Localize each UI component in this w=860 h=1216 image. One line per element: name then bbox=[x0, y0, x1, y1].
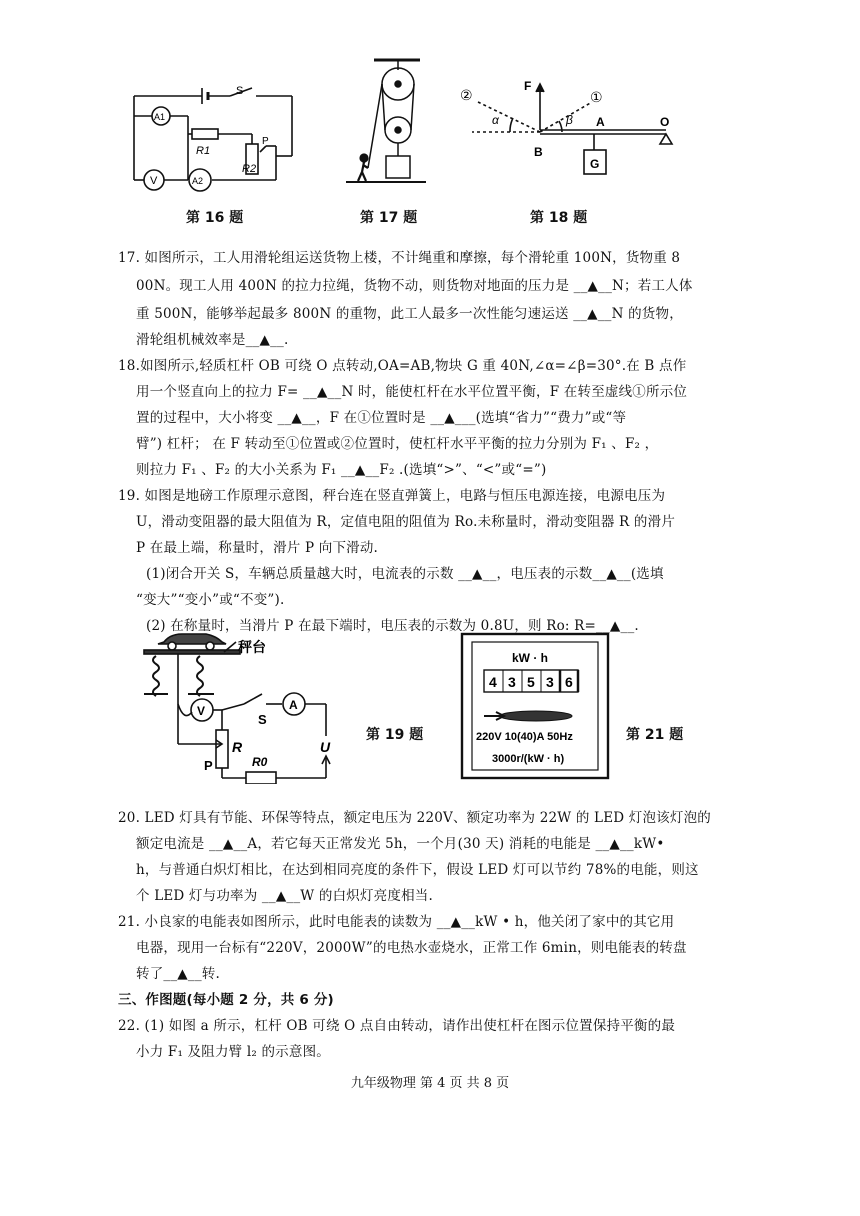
q18-line-3: 置的过程中，大小将变 __▲__，F 在①位置时是 __▲___(选填“省力”“费力”或“等 bbox=[136, 410, 627, 426]
p-label: P bbox=[204, 758, 213, 773]
meter-digit-5: 6 bbox=[565, 674, 573, 690]
q21-line-1: 21. 小良家的电能表如图所示，此时电能表的读数为 __▲__kW • h，他关闭了家中的其它用 bbox=[118, 914, 675, 930]
q19-line-1: 19. 如图是地磅工作原理示意图，秤台连在竖直弹簧上，电路与恒压电源连接，电源电压为 bbox=[118, 488, 666, 504]
meter-spec-rating: 220V 10(40)A 50Hz bbox=[476, 731, 573, 743]
scale-label: 秤台 bbox=[238, 639, 266, 655]
q20-line-1: 20. LED 灯具有节能、环保等特点，额定电压为 220V、额定功率为 22W 的 LED 灯泡该灯泡的 bbox=[118, 810, 711, 826]
figure-21-caption: 第 21 题 bbox=[626, 727, 684, 743]
figure-16-caption: 第 16 题 bbox=[186, 210, 244, 226]
meter-digit-2: 3 bbox=[508, 674, 516, 690]
r0-label: R0 bbox=[252, 755, 268, 769]
meter-digit-3: 5 bbox=[527, 674, 535, 690]
a1-label: A1 bbox=[154, 112, 166, 122]
q18-line-2: 用一个竖直向上的拉力 F= __▲__N 时，能使杠杆在水平位置平衡，F 在转至虚线①所示位 bbox=[136, 384, 688, 400]
q17-line-2: 00N。现工人用 400N 的拉力拉绳，货物不动，则货物对地面的压力是 __▲__N；若工人体 bbox=[136, 278, 693, 294]
r1-label: R1 bbox=[196, 145, 211, 157]
pos2-label: ② bbox=[460, 87, 473, 103]
beta-label: β bbox=[566, 113, 573, 127]
alpha-label: α bbox=[492, 113, 499, 127]
s-label: S bbox=[236, 85, 244, 97]
v-label: V bbox=[150, 175, 158, 187]
r2-label: R2 bbox=[242, 163, 257, 175]
figure-18-lever bbox=[458, 78, 688, 190]
figure-19-weighbridge bbox=[126, 632, 346, 784]
q17-line-1: 17. 如图所示，工人用滑轮组运送货物上楼，不计绳重和摩擦，每个滑轮重 100N，货物重 8 bbox=[118, 250, 681, 266]
q19-line-2: U，滑动变阻器的最大阻值为 R，定值电阻的阻值为 Ro.未称量时，滑动变阻器 R 的滑片 bbox=[136, 514, 676, 530]
q19-line-3: P 在最上端，称量时，滑片 P 向下滑动. bbox=[136, 540, 379, 556]
q20-line-3: h，与普通白炽灯相比，在达到相同亮度的条件下，假设 LED 灯可以节约 78%的电能，则这 bbox=[136, 862, 699, 878]
q17-line-3: 重 500N，能够举起最多 800N 的重物，此工人最多一次性能匀速运送 __▲__N 的货物， bbox=[136, 306, 683, 322]
p-label: P bbox=[262, 136, 269, 147]
page-footer: 九年级物理 第 4 页 共 8 页 bbox=[350, 1076, 510, 1091]
o-label: O bbox=[660, 115, 670, 129]
u-label: U bbox=[320, 739, 331, 755]
q21-line-3: 转了__▲__转. bbox=[136, 966, 220, 982]
q22-line-1: 22. (1) 如图 a 所示，杠杆 OB 可绕 O 点自由转动，请作出使杠杆在图示位置保持平衡的最 bbox=[118, 1018, 676, 1034]
q21-line-2: 电器，现用一台标有“220V，2000W”的电热水壶烧水，正常工作 6min，则电能表的转盘 bbox=[136, 940, 687, 956]
pos1-label: ① bbox=[590, 89, 603, 105]
g-label: G bbox=[590, 157, 600, 171]
q18-line-4: 臂”) 杠杆； 在 F 转动至①位置或②位置时，使杠杆水平平衡的拉力分别为 F₁ 、F₂ ， bbox=[136, 436, 659, 452]
meter-digit-4: 3 bbox=[546, 674, 554, 690]
q20-line-4: 个 LED 灯与功率为 __▲__W 的白炽灯亮度相当. bbox=[136, 888, 433, 904]
q19-part-1: (1)闭合开关 S，车辆总质量越大时，电流表的示数 __▲__，电压表的示数__▲__(选填 bbox=[146, 566, 664, 582]
voltmeter-label: V bbox=[197, 704, 206, 718]
a2-label: A2 bbox=[192, 176, 204, 186]
r-label: R bbox=[232, 739, 243, 755]
section-3-heading: 三、作图题(每小题 2 分，共 6 分) bbox=[118, 992, 334, 1008]
q22-line-2: 小力 F₁ 及阻力臂 l₂ 的示意图。 bbox=[136, 1044, 330, 1060]
b-label: B bbox=[534, 145, 543, 159]
q19-part-2: (2) 在称量时，当滑片 P 在最下端时，电压表的示数为 0.8U，则 Ro: R=__▲__. bbox=[146, 618, 639, 634]
switch-label: S bbox=[258, 712, 267, 727]
figure-19-caption: 第 19 题 bbox=[366, 727, 424, 743]
q18-line-1: 18.如图所示,轻质杠杆 OB 可绕 O 点转动,OA=AB,物块 G 重 40N,∠α=∠β=30°.在 B 点作 bbox=[118, 358, 687, 374]
q17-line-4: 滑轮组机械效率是__▲__. bbox=[136, 332, 289, 348]
q20-line-2: 额定电流是 __▲__A，若它每天正常发光 5h，一个月(30 天) 消耗的电能是 __▲__kW• bbox=[136, 836, 665, 852]
q18-line-5: 则拉力 F₁ 、F₂ 的大小关系为 F₁ __▲__F₂ .(选填“>”、“<”或“=”) bbox=[136, 462, 547, 478]
ammeter-label: A bbox=[289, 698, 298, 712]
a-label: A bbox=[596, 115, 605, 129]
meter-spec-constant: 3000r/(kW · h) bbox=[492, 753, 565, 765]
meter-unit: kW · h bbox=[512, 651, 548, 665]
figure-17-caption: 第 17 题 bbox=[360, 210, 418, 226]
figure-21-energy-meter bbox=[460, 632, 610, 780]
figure-17-pulley bbox=[336, 56, 432, 190]
f-label: F bbox=[524, 79, 532, 93]
meter-digit-1: 4 bbox=[489, 674, 497, 690]
figure-16-circuit bbox=[126, 84, 306, 196]
q19-part-1-cont: “变大”“变小”或“不变”). bbox=[136, 592, 285, 608]
figure-18-caption: 第 18 题 bbox=[530, 210, 588, 226]
